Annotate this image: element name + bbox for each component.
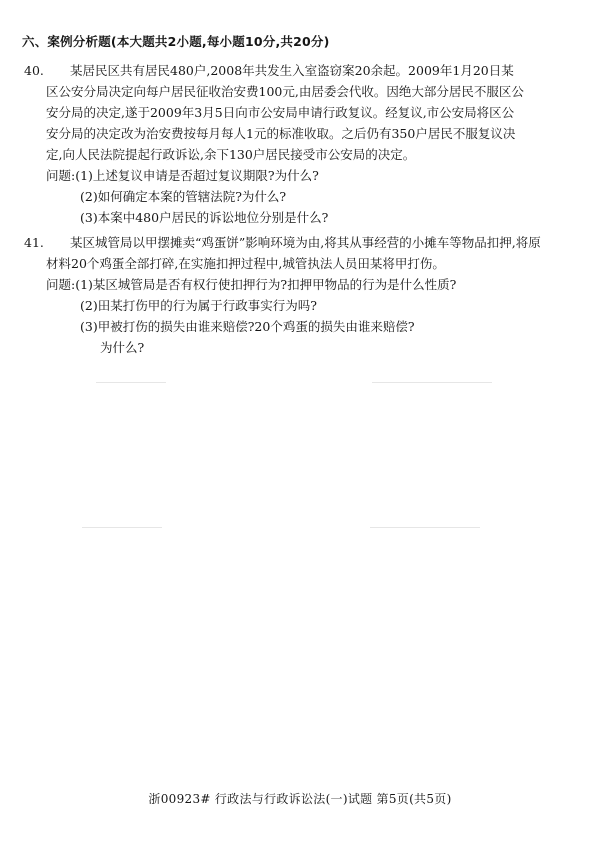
body-line: 某区城管局以甲摆摊卖“鸡蛋饼”影响环境为由,将其从事经营的小摊车等物品扣押,将原 [70, 235, 541, 250]
question-number: 40. [24, 63, 44, 78]
body-line: 安分局的决定改为治安费按每月每人1元的标准收取。之后仍有350户居民不服复议决 [46, 126, 516, 141]
body-line: 安分局的决定,遂于2009年3月5日向市公安局申请行政复议。经复议,市公安局将区公 [46, 105, 515, 120]
question-40 [24, 60, 564, 228]
question-asks [24, 165, 564, 228]
question-asks [24, 274, 564, 358]
question-body [46, 60, 564, 165]
section-heading: 六、案例分析题(本大题共2小题,每小题10分,共20分) [22, 34, 330, 49]
question-41 [24, 232, 564, 358]
ask-line: 为什么? [100, 340, 145, 355]
scan-artifact [370, 527, 480, 528]
page-footer: 浙00923# 行政法与行政诉讼法(一)试题 第5页(共5页) [148, 792, 452, 806]
body-line: 定,向人民法院提起行政诉讼,余下130户居民接受市公安局的决定。 [46, 147, 416, 162]
body-line: 某居民区共有居民480户,2008年共发生入室盗窃案20余起。2009年1月20日某 [70, 63, 514, 78]
ask-line: (3)甲被打伤的损失由谁来赔偿?20个鸡蛋的损失由谁来赔偿? [80, 319, 415, 334]
question-body [46, 232, 564, 274]
ask-line: 问题:(1)某区城管局是否有权行使扣押行为?扣押甲物品的行为是什么性质? [46, 277, 457, 292]
body-line: 区公安分局决定向每户居民征收治安费100元,由居委会代收。因绝大部分居民不服区公 [46, 84, 524, 99]
ask-line: (2)如何确定本案的管辖法院?为什么? [80, 189, 287, 204]
scan-artifact [82, 527, 162, 528]
body-line: 材料20个鸡蛋全部打碎,在实施扣押过程中,城管执法人员田某将甲打伤。 [46, 256, 445, 271]
question-number: 41. [24, 235, 44, 250]
scan-artifact [96, 382, 166, 383]
ask-line: 问题:(1)上述复议申请是否超过复议期限?为什么? [46, 168, 319, 183]
ask-line: (2)田某打伤甲的行为属于行政事实行为吗? [80, 298, 317, 313]
ask-line: (3)本案中480户居民的诉讼地位分别是什么? [80, 210, 329, 225]
scan-artifact [372, 382, 492, 383]
